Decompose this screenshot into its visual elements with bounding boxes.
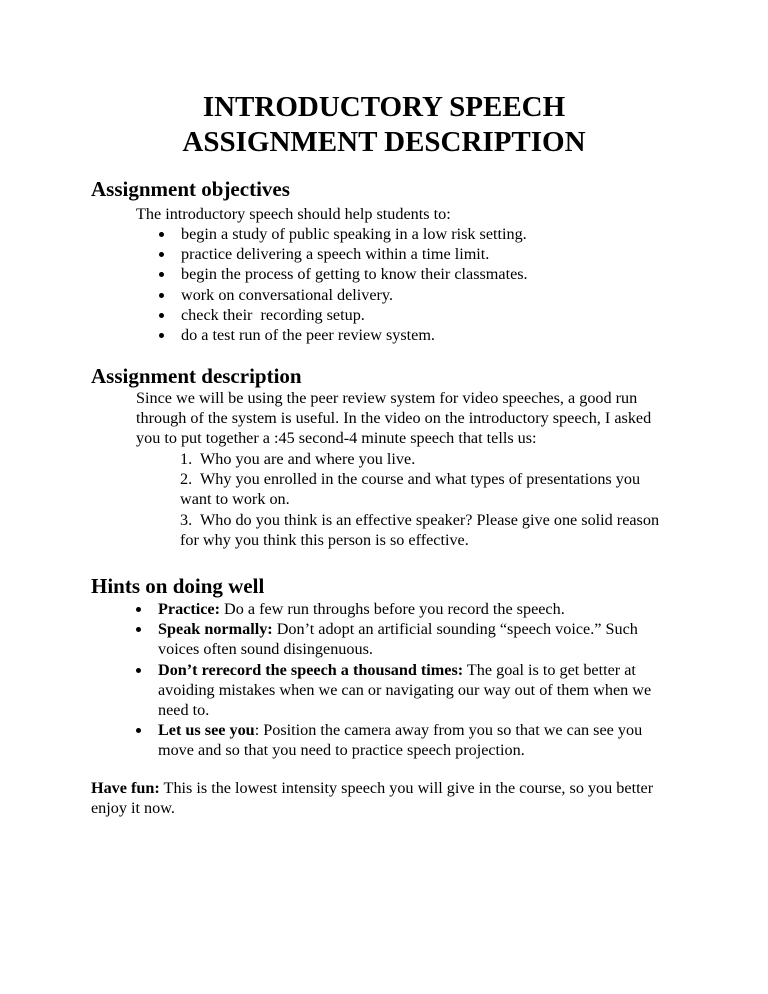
numbered-item: 2. Why you enrolled in the course and what types of presentations you want to work on. (180, 470, 645, 509)
hint-label: Practice: (158, 600, 220, 618)
bullet-icon (159, 333, 164, 338)
objectives-list (181, 224, 721, 345)
objective-item: work on conversational delivery. (181, 285, 721, 305)
hint-text: The goal is to get better at avoiding mistakes when we can or navigating our way out of them when we need to. (158, 660, 652, 720)
hint-item (158, 720, 658, 760)
objective-item: do a test run of the peer review system. (181, 325, 721, 345)
objectives-heading: Assignment objectives (91, 177, 290, 201)
hint-label: Speak normally: (158, 620, 273, 639)
bullet-icon (159, 252, 164, 257)
document-title (0, 90, 768, 160)
hint-label: Let us see you (158, 721, 255, 740)
objective-item: check their recording setup. (181, 305, 721, 325)
objective-item: practice delivering a speech within a time limit. (181, 244, 721, 264)
description-numbered-list (180, 449, 664, 550)
bullet-icon (136, 607, 141, 612)
objective-item: begin a study of public speaking in a low risk setting. (181, 224, 721, 244)
numbered-item: 1. Who you are and where you live. (180, 450, 416, 468)
title-line-1: INTRODUCTORY SPEECH (202, 91, 566, 123)
hint-item (158, 599, 658, 619)
bullet-icon (159, 293, 164, 298)
bullet-icon (136, 728, 141, 733)
bullet-icon (159, 272, 164, 277)
hint-text: : Position the camera away from you so that we can see you move and so that you need to practice speech projection. (158, 721, 643, 760)
description-heading: Assignment description (91, 364, 302, 388)
bullet-icon (136, 627, 141, 632)
hints-list (158, 599, 658, 761)
bullet-icon (136, 668, 141, 673)
bullet-icon (159, 313, 164, 318)
closing-paragraph (91, 778, 671, 818)
hint-item (158, 619, 658, 659)
closing-label: Have fun: (91, 779, 160, 797)
hint-label: Don’t rerecord the speech a thousand times: (158, 660, 464, 679)
bullet-icon (159, 232, 164, 237)
hint-item (158, 660, 658, 721)
hint-text: Don’t adopt an artificial sounding “speech voice.” Such voices often sound disingenuous. (158, 620, 638, 659)
hint-text: Do a few run throughs before you record the speech. (220, 600, 565, 618)
title-line-2: ASSIGNMENT DESCRIPTION (182, 126, 586, 158)
hints-heading: Hints on doing well (91, 574, 265, 598)
description-paragraph: Since we will be using the peer review system for video speeches, a good run through of the system is useful. In the video on the introductory speech, I asked you to put together a :45 second-4 minute speech that tells us: (136, 389, 652, 448)
objectives-intro: The introductory speech should help students to: (136, 205, 451, 223)
numbered-item: 3. Who do you think is an effective speaker? Please give one solid reason for why you think this person is so effective. (180, 510, 664, 549)
closing-text: This is the lowest intensity speech you will give in the course, so you better enjoy it now. (91, 779, 654, 818)
objective-item: begin the process of getting to know their classmates. (181, 264, 721, 284)
